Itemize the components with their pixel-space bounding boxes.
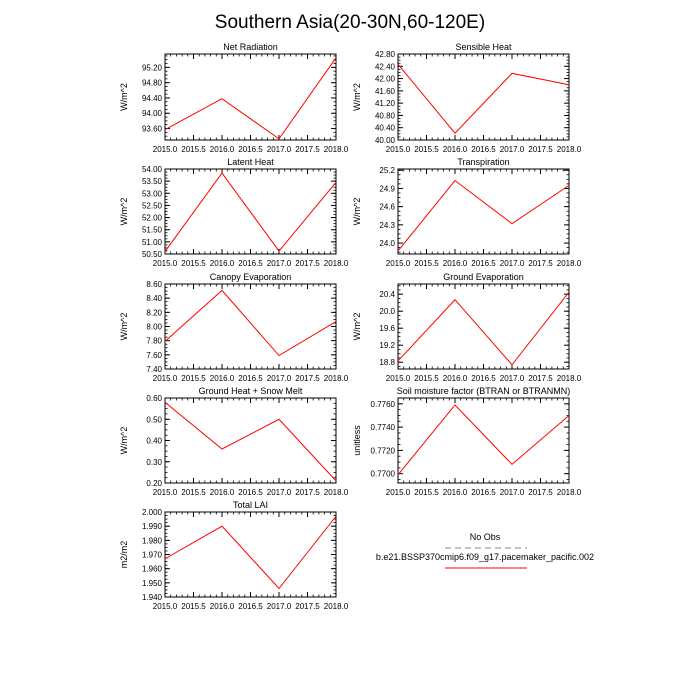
panel-title: Ground Evaporation — [443, 272, 524, 282]
series-line — [398, 405, 569, 475]
x-tick-label: 2018.0 — [556, 145, 582, 154]
y-tick-label: 94.80 — [141, 78, 162, 88]
y-tick-label: 19.2 — [379, 341, 395, 351]
x-tick-label: 2015.0 — [152, 145, 178, 154]
x-tick-label: 2015.5 — [181, 259, 206, 268]
plot-frame — [398, 169, 569, 254]
x-tick-label: 2017.0 — [499, 259, 525, 268]
y-tick-label: 1.950 — [141, 578, 162, 588]
plot-frame — [398, 398, 569, 483]
y-tick-label: 51.00 — [141, 237, 162, 247]
x-tick-label: 2018.0 — [323, 374, 349, 383]
y-tick-label: 0.7700 — [370, 469, 395, 479]
y-tick-label: 0.60 — [146, 394, 162, 403]
y-axis-label: W/m^2 — [352, 197, 362, 226]
y-tick-label: 1.970 — [141, 550, 162, 560]
x-tick-label: 2017.0 — [499, 374, 525, 383]
y-tick-label: 24.6 — [379, 202, 395, 212]
x-tick-label: 2016.0 — [442, 145, 468, 154]
x-tick-label: 2015.0 — [152, 259, 178, 268]
x-tick-label: 2016.5 — [238, 145, 263, 154]
page-title: Southern Asia(20-30N,60-120E) — [214, 12, 486, 33]
x-tick-label: 2017.5 — [295, 145, 320, 154]
y-tick-label: 54.00 — [141, 165, 162, 174]
y-tick-label: 94.40 — [141, 93, 162, 103]
plot-frame — [165, 284, 336, 369]
x-tick-label: 2017.0 — [266, 374, 292, 383]
x-tick-label: 2017.0 — [499, 488, 525, 497]
y-tick-label: 94.00 — [141, 109, 162, 119]
x-tick-label: 2018.0 — [556, 259, 582, 268]
chart-panel — [352, 42, 582, 154]
x-tick-label: 2017.0 — [266, 488, 292, 497]
series-line — [165, 402, 336, 481]
x-tick-label: 2016.0 — [442, 488, 468, 497]
panel-title: Soil moisture factor (BTRAN or BTRANMN) — [396, 386, 571, 396]
y-axis-label: W/m^2 — [119, 426, 129, 455]
y-tick-label: 42.00 — [374, 74, 395, 84]
x-tick-label: 2015.5 — [181, 145, 206, 154]
x-tick-label: 2016.0 — [209, 259, 235, 268]
x-tick-label: 2016.0 — [442, 259, 468, 268]
x-tick-label: 2016.0 — [209, 374, 235, 383]
y-tick-label: 0.20 — [146, 479, 162, 488]
y-tick-label: 40.40 — [374, 123, 395, 133]
panel-title: Transpiration — [457, 157, 510, 167]
chart-panel — [119, 386, 349, 497]
x-tick-label: 2015.0 — [385, 259, 411, 268]
x-tick-label: 2015.0 — [385, 374, 411, 383]
y-tick-label: 8.60 — [146, 280, 162, 289]
series-line — [398, 292, 569, 365]
y-axis-label: unitless — [352, 425, 362, 456]
y-tick-label: 20.4 — [379, 290, 395, 300]
x-tick-label: 2015.5 — [414, 259, 439, 268]
y-tick-label: 7.80 — [146, 336, 162, 346]
x-tick-label: 2016.5 — [471, 374, 496, 383]
y-tick-label: 53.00 — [141, 189, 162, 199]
x-tick-label: 2015.5 — [181, 488, 206, 497]
panel-title: Latent Heat — [227, 157, 274, 167]
y-tick-label: 42.40 — [374, 62, 395, 72]
series-line — [398, 64, 569, 133]
series-line — [165, 58, 336, 139]
y-tick-label: 0.7760 — [370, 399, 395, 409]
y-axis-label: W/m^2 — [119, 197, 129, 226]
x-tick-label: 2016.0 — [209, 145, 235, 154]
plot-frame — [165, 398, 336, 483]
x-tick-label: 2018.0 — [556, 488, 582, 497]
panel-title: Net Radiation — [223, 42, 278, 52]
x-tick-label: 2016.5 — [238, 259, 263, 268]
y-tick-label: 42.80 — [374, 50, 395, 59]
x-tick-label: 2017.5 — [295, 259, 320, 268]
y-tick-label: 2.000 — [141, 508, 162, 517]
x-tick-label: 2018.0 — [323, 145, 349, 154]
y-axis-label: W/m^2 — [352, 83, 362, 111]
y-axis-label: W/m^2 — [119, 312, 129, 341]
y-tick-label: 8.20 — [146, 308, 162, 318]
x-tick-label: 2017.0 — [266, 145, 292, 154]
chart-panel — [119, 42, 349, 154]
x-tick-label: 2016.5 — [471, 488, 496, 497]
x-tick-label: 2015.0 — [152, 488, 178, 497]
x-tick-label: 2015.0 — [152, 602, 178, 611]
y-tick-label: 24.0 — [379, 239, 395, 249]
chart-panel — [119, 500, 349, 611]
x-tick-label: 2015.5 — [414, 488, 439, 497]
y-tick-label: 25.2 — [379, 166, 395, 176]
x-tick-label: 2016.0 — [442, 374, 468, 383]
y-axis-label: W/m^2 — [119, 83, 129, 111]
y-tick-label: 0.30 — [146, 457, 162, 467]
chart-panel — [352, 386, 582, 497]
plot-frame — [398, 284, 569, 369]
y-tick-label: 51.50 — [141, 225, 162, 235]
x-tick-label: 2015.0 — [385, 488, 411, 497]
y-axis-label: W/m^2 — [352, 312, 362, 341]
y-tick-label: 24.3 — [379, 220, 395, 230]
x-tick-label: 2016.5 — [238, 374, 263, 383]
series-line — [165, 173, 336, 251]
x-tick-label: 2015.5 — [414, 145, 439, 154]
y-tick-label: 50.50 — [141, 250, 162, 259]
chart-panels — [119, 42, 582, 611]
series-line — [398, 181, 569, 251]
y-tick-label: 19.6 — [379, 324, 395, 334]
x-tick-label: 2017.0 — [266, 259, 292, 268]
x-tick-label: 2015.5 — [181, 374, 206, 383]
x-tick-label: 2016.5 — [471, 145, 496, 154]
x-tick-label: 2016.5 — [238, 488, 263, 497]
y-tick-label: 8.40 — [146, 294, 162, 304]
x-tick-label: 2016.0 — [209, 488, 235, 497]
x-tick-label: 2016.5 — [471, 259, 496, 268]
legend-label: No Obs — [469, 532, 501, 542]
x-tick-label: 2015.0 — [152, 374, 178, 383]
x-tick-label: 2015.0 — [385, 145, 411, 154]
series-line — [165, 516, 336, 588]
x-tick-label: 2018.0 — [556, 374, 582, 383]
y-tick-label: 1.990 — [141, 522, 162, 532]
y-tick-label: 18.8 — [379, 358, 395, 368]
x-tick-label: 2015.5 — [181, 602, 206, 611]
panel-title: Ground Heat + Snow Melt — [198, 386, 303, 396]
plot-frame — [165, 54, 336, 140]
x-tick-label: 2017.5 — [295, 602, 320, 611]
x-tick-label: 2018.0 — [323, 259, 349, 268]
x-tick-label: 2017.5 — [528, 145, 553, 154]
y-tick-label: 0.7720 — [370, 446, 395, 456]
y-tick-label: 52.00 — [141, 213, 162, 223]
y-tick-label: 24.9 — [379, 184, 395, 194]
y-tick-label: 41.60 — [374, 86, 395, 96]
x-tick-label: 2017.5 — [528, 374, 553, 383]
y-tick-label: 0.7740 — [370, 423, 395, 433]
y-tick-label: 95.20 — [141, 63, 162, 73]
chart-panel — [119, 272, 349, 383]
x-tick-label: 2015.5 — [414, 374, 439, 383]
y-tick-label: 7.40 — [146, 365, 162, 374]
series-line — [165, 290, 336, 355]
y-tick-label: 93.60 — [141, 124, 162, 134]
y-tick-label: 1.940 — [141, 593, 162, 602]
chart-panel — [352, 157, 582, 268]
x-tick-label: 2017.5 — [295, 374, 320, 383]
y-tick-label: 0.50 — [146, 415, 162, 425]
y-tick-label: 41.20 — [374, 99, 395, 109]
y-tick-label: 1.980 — [141, 536, 162, 546]
plot-frame — [398, 54, 569, 140]
y-tick-label: 1.960 — [141, 564, 162, 574]
x-tick-label: 2016.5 — [238, 602, 263, 611]
x-tick-label: 2017.5 — [295, 488, 320, 497]
y-tick-label: 8.00 — [146, 322, 162, 332]
y-tick-label: 20.0 — [379, 307, 395, 317]
x-tick-label: 2016.0 — [209, 602, 235, 611]
x-tick-label: 2018.0 — [323, 602, 349, 611]
panel-title: Canopy Evaporation — [209, 272, 292, 282]
y-tick-label: 40.80 — [374, 111, 395, 121]
legend — [376, 532, 594, 568]
y-tick-label: 0.40 — [146, 436, 162, 446]
x-tick-label: 2017.0 — [266, 602, 292, 611]
y-axis-label: m2/m2 — [119, 540, 129, 569]
panel-title: Total LAI — [232, 500, 269, 510]
legend-label: b.e21.BSSP370cmip6.f09_g17.pacemaker_pacific.002 — [375, 552, 595, 562]
y-tick-label: 40.00 — [374, 136, 395, 145]
chart-panel — [119, 157, 349, 268]
plot-frame — [165, 512, 336, 597]
y-tick-label: 53.50 — [141, 177, 162, 187]
x-tick-label: 2018.0 — [323, 488, 349, 497]
y-tick-label: 7.60 — [146, 350, 162, 360]
panel-title: Sensible Heat — [455, 42, 512, 52]
y-tick-label: 52.50 — [141, 201, 162, 211]
x-tick-label: 2017.5 — [528, 259, 553, 268]
x-tick-label: 2017.0 — [499, 145, 525, 154]
chart-panel — [352, 272, 582, 383]
x-tick-label: 2017.5 — [528, 488, 553, 497]
